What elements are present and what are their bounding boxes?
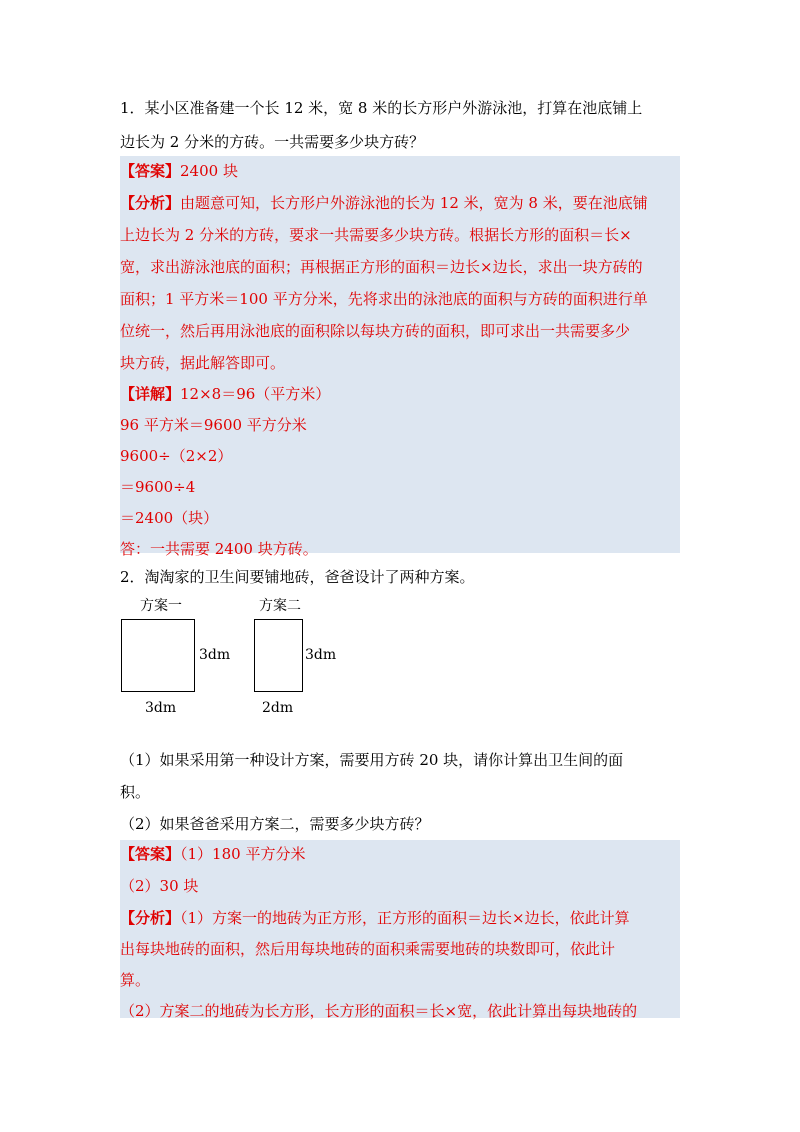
q1-detail-line-3: 9600÷（2×2） [120,447,233,465]
q1-detail-line-6: 答：一共需要 2400 块方砖。 [120,540,318,558]
answer-text: （1）180 平方分米 [180,845,306,863]
q2-analysis-line-2: 出每块地砖的面积，然后用每块地砖的面积乘需要地砖的块数即可，依此计 [120,940,616,958]
analysis-tag: 【分析】 [120,909,181,927]
q1-analysis-line-4: 面积；1 平方米＝100 平方分米，先将求出的泳池底的面积与方砖的面积进行单 [120,290,648,308]
detail-text: 12×8＝96（平方米） [180,385,331,403]
analysis-text: （1）方案一的地砖为正方形，正方形的面积＝边长×边长，依此计算 [180,909,630,927]
detail-tag: 【详解】 [120,385,181,403]
plan1-bottom-label: 3dm [145,700,177,716]
q2-answer-line-1 [120,843,305,865]
answer-text: 2400 块 [180,162,238,180]
q2-analysis-line-1 [120,907,630,929]
q1-detail-line-2: 96 平方米＝9600 平方分米 [120,416,307,434]
q1-line-1: 1．某小区准备建一个长 12 米，宽 8 米的长方形户外游泳池，打算在池底铺上 [120,99,643,117]
q2-analysis-line-4: （2）方案二的地砖为长方形，长方形的面积＝长×宽，依此计算出每块地砖的 [120,1002,638,1020]
plan2-bottom-label: 2dm [262,700,294,716]
q2-analysis-line-3: 算。 [120,971,151,989]
q2-line-1: 2．淘淘家的卫生间要铺地砖，爸爸设计了两种方案。 [120,568,475,586]
q2-sub1-line-2: 积。 [120,783,151,801]
q1-analysis-line-5: 位统一，然后再用泳池底的面积除以每块方砖的面积，即可求出一共需要多少 [120,322,631,340]
plan2-title: 方案二 [259,598,301,614]
q1-detail-line-5: ＝2400（块） [120,509,219,527]
analysis-tag: 【分析】 [120,194,181,212]
plan1-title: 方案一 [140,598,182,614]
q2-answer-line-2: （2）30 块 [120,877,199,895]
q1-analysis-line-2: 上边长为 2 分米的方砖，要求一共需要多少块方砖。根据长方形的面积＝长× [120,226,632,244]
q1-answer-line [120,160,238,182]
analysis-text: 由题意可知，长方形户外游泳池的长为 12 米，宽为 8 米，要在池底铺 [180,194,648,212]
answer-tag: 【答案】 [120,845,181,863]
plan2-side-label: 3dm [305,647,337,663]
q1-line-2: 边长为 2 分米的方砖。一共需要多少块方砖？ [120,133,425,151]
q2-sub1-line-1: （1）如果采用第一种设计方案，需要用方砖 20 块，请你计算出卫生间的面 [120,751,624,769]
q1-analysis-line-3: 宽，求出游泳池底的面积；再根据正方形的面积＝边长×边长，求出一块方砖的 [120,258,643,276]
q1-analysis-line-1 [120,192,648,214]
plan1-square-tile [121,619,195,692]
answer-tag: 【答案】 [120,162,181,180]
q1-detail-line-4: ＝9600÷4 [120,478,196,496]
plan2-rect-tile [254,619,303,692]
q1-detail-line-1 [120,383,330,405]
q2-solution-block [120,840,680,1018]
q2-sub2-line: （2）如果爸爸采用方案二，需要多少块方砖？ [120,815,430,833]
q1-analysis-line-6: 块方砖，据此解答即可。 [120,354,286,372]
plan1-side-label: 3dm [199,647,231,663]
